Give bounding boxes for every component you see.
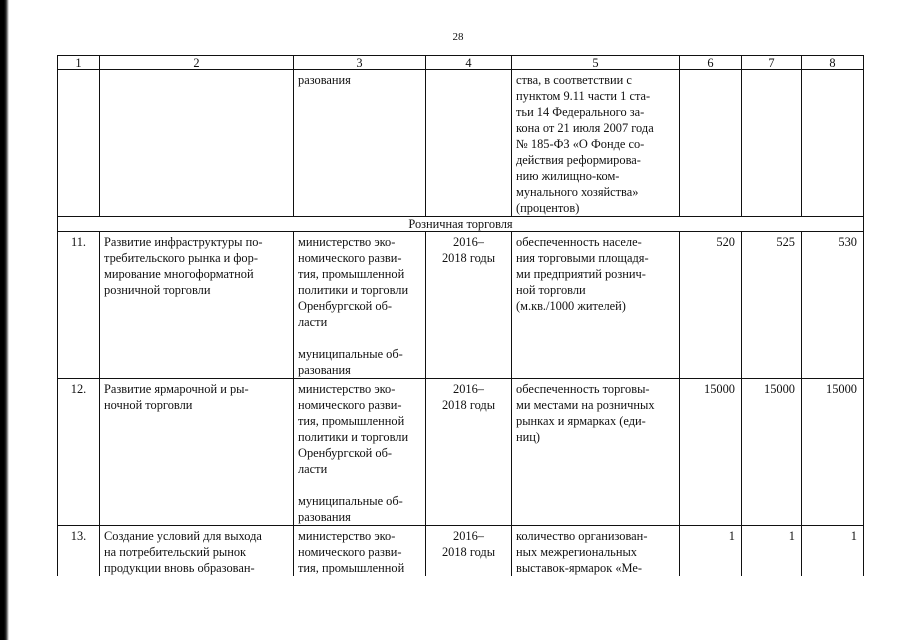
activity-cell: Развитие ярмарочной и ры- ночной торговли	[100, 379, 294, 526]
period-cell: 2016– 2018 годы	[426, 379, 512, 526]
section-title: Розничная торговля	[58, 217, 864, 232]
column-number: 8	[802, 56, 864, 70]
column-number: 7	[742, 56, 802, 70]
scan-edge	[0, 0, 9, 640]
activity-cell: Развитие инфраструктуры по- требительского рынка и фор- мирование многоформатной розничной торговли	[100, 232, 294, 379]
row-number: 12.	[58, 379, 100, 526]
value-2018: 1	[802, 526, 864, 577]
executor-cell: министерство эко- номического разви- тия, промышленной политики и торговли Оренбургской об- ласти муниципальные об- разования	[294, 379, 426, 526]
executor-cell: разования	[294, 70, 426, 217]
indicator-cell: обеспеченность населе- ния торговыми площадя- ми предприятий рознич- ной торговли (м.кв./1000 жителей)	[512, 232, 680, 379]
page-number: 28	[452, 31, 464, 43]
indicator-cell: ства, в соответствии с пунктом 9.11 части 1 ста- тьи 14 Федерального за- кона от 21 июля 2007 года № 185-ФЗ «О Фонде со- действия реформирова- нию жилищно-ком- мунального хозяйства» (процентов)	[512, 70, 680, 217]
period-cell: 2016– 2018 годы	[426, 232, 512, 379]
value-2018: 15000	[802, 379, 864, 526]
value-2016: 1	[680, 526, 742, 577]
continuation-row	[58, 70, 864, 217]
row-number: 11.	[58, 232, 100, 379]
column-number: 1	[58, 56, 100, 70]
executor-cell: министерство эко- номического разви- тия, промышленной	[294, 526, 426, 577]
table-row	[58, 379, 864, 526]
value-2017: 1	[742, 526, 802, 577]
value-2018: 530	[802, 232, 864, 379]
indicator-cell: количество организован- ных межрегиональных выставок-ярмарок «Ме-	[512, 526, 680, 577]
column-number: 4	[426, 56, 512, 70]
table-row	[58, 232, 864, 379]
activity-cell: Создание условий для выхода на потребительский рынок продукции вновь образован-	[100, 526, 294, 577]
column-number: 6	[680, 56, 742, 70]
value-2016: 15000	[680, 379, 742, 526]
value-2017: 525	[742, 232, 802, 379]
table-row	[58, 526, 864, 577]
column-number: 2	[100, 56, 294, 70]
column-number: 5	[512, 56, 680, 70]
section-row	[58, 217, 864, 232]
column-number-row	[58, 56, 864, 70]
value-2017: 15000	[742, 379, 802, 526]
executor-cell: министерство эко- номического разви- тия, промышленной политики и торговли Оренбургской об- ласти муниципальные об- разования	[294, 232, 426, 379]
period-cell: 2016– 2018 годы	[426, 526, 512, 577]
column-number: 3	[294, 56, 426, 70]
row-number: 13.	[58, 526, 100, 577]
indicator-cell: обеспеченность торговы- ми местами на розничных рынках и ярмарках (еди- ниц)	[512, 379, 680, 526]
program-table	[57, 55, 864, 576]
value-2016: 520	[680, 232, 742, 379]
